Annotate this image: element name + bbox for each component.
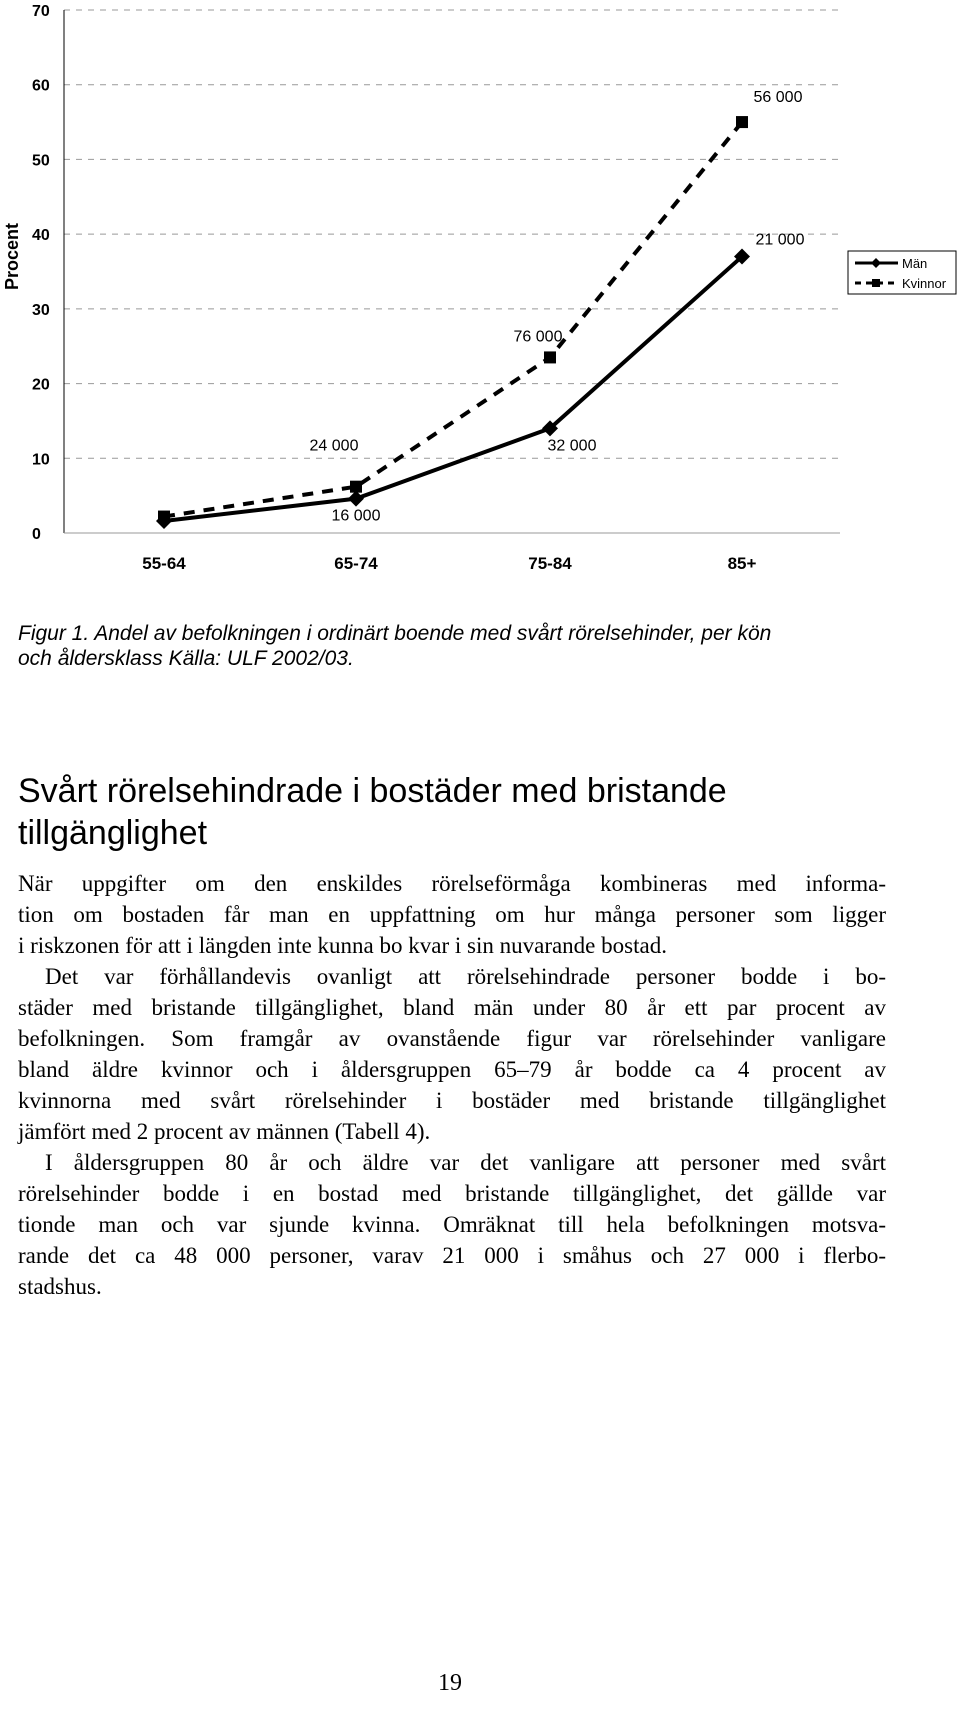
caption-line: Figur 1. Andel av befolkningen i ordinärt boende med svårt rörelsehinder, per kön (18, 622, 772, 645)
data-label: 16 000 (331, 507, 381, 525)
x-tick-label: 55-64 (142, 554, 186, 573)
body-text (18, 868, 886, 1302)
heading-line: Svårt rörelsehindrade i bostäder med bristande (18, 772, 727, 810)
y-axis-title: Procent (2, 222, 22, 291)
y-tick-label: 70 (32, 3, 50, 20)
data-point (350, 481, 362, 493)
x-tick-label: 75-84 (528, 554, 572, 573)
heading-line: tillgänglighet (18, 814, 208, 852)
body-line: befolkningen. Som framgår av ovanstående figur var rörelsehinder vanligare (18, 1026, 886, 1051)
section-heading (18, 770, 938, 854)
series-line (164, 122, 742, 516)
y-tick-label: 30 (32, 301, 50, 319)
body-line: stadshus. (18, 1274, 102, 1299)
y-tick-label: 10 (32, 451, 50, 469)
y-tick-label: 60 (32, 77, 50, 95)
caption-line: och åldersklass Källa: ULF 2002/03. (18, 647, 354, 670)
data-label: 21 000 (755, 231, 805, 249)
y-tick-label: 40 (32, 227, 50, 245)
y-tick-label: 50 (32, 152, 50, 170)
data-point (736, 116, 748, 128)
body-line: Det var förhållandevis ovanligt att rörelsehindrade personer bodde i bo- (45, 964, 886, 989)
body-line: rande det ca 48 000 personer, varav 21 000 i småhus och 27 000 i flerbo- (18, 1243, 886, 1268)
body-line: i riskzonen för att i längden inte kunna bo kvar i sin nuvarande bostad. (18, 933, 667, 958)
page-number: 19 (438, 1670, 462, 1696)
legend-label: Kvinnor (902, 276, 947, 291)
line-chart (0, 0, 960, 573)
body-line: jämfört med 2 procent av männen (Tabell 4). (18, 1119, 431, 1144)
body-line: När uppgifter om den enskildes rörelseförmåga kombineras med informa- (18, 871, 886, 896)
legend-label: Män (902, 256, 928, 271)
data-label: 32 000 (547, 437, 597, 455)
data-label: 76 000 (513, 328, 563, 346)
body-line: städer med bristande tillgänglighet, bland män under 80 år ett par procent av (18, 995, 886, 1020)
data-label: 56 000 (753, 89, 803, 107)
data-point (348, 491, 364, 507)
x-tick-label: 65-74 (334, 554, 378, 573)
body-line: tion om bostaden får man en uppfattning om hur många personer som ligger (18, 902, 886, 927)
series-line (164, 257, 742, 521)
data-point (544, 351, 556, 363)
body-line: I åldersgruppen 80 år och äldre var det vanligare att personer med svårt (45, 1150, 886, 1175)
figure-caption (18, 621, 918, 671)
y-tick-label: 0 (32, 526, 41, 543)
data-point (158, 511, 170, 523)
y-tick-label: 20 (32, 376, 50, 394)
body-line: bland äldre kvinnor och i åldersgruppen 65–79 år bodde ca 4 procent av (18, 1057, 886, 1082)
body-line: rörelsehinder bodde i en bostad med bristande tillgänglighet, det gällde var (18, 1181, 886, 1206)
body-line: kvinnorna med svårt rörelsehinder i bostäder med bristande tillgänglighet (18, 1088, 886, 1113)
legend-marker (872, 279, 880, 287)
x-tick-label: 85+ (727, 554, 757, 573)
body-line: tionde man och var sjunde kvinna. Omräknat till hela befolkningen motsva- (18, 1212, 886, 1237)
data-label: 24 000 (309, 437, 359, 455)
